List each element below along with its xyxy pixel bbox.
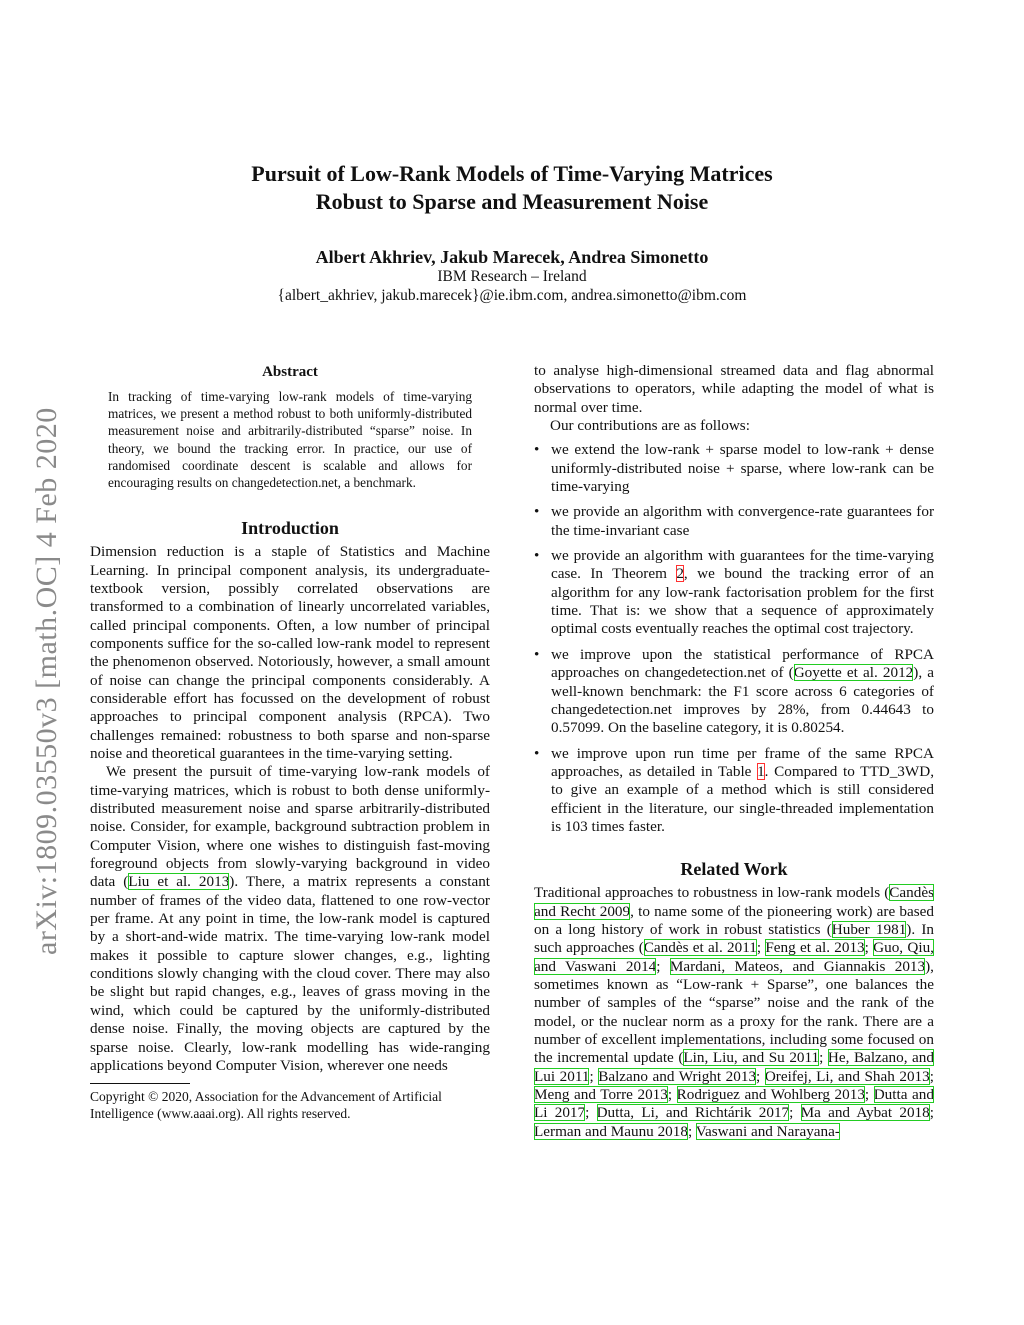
contribution-text-b: , we bound the tracking error of an algorithm for any low-rank factorisation problem for the first time. That is: we show that a sequence of approximately optimal costs eventually reaches the optimal cost trajectory.	[551, 565, 934, 638]
citation-link[interactable]: Balzano and Wright 2013	[598, 1067, 757, 1085]
intro-p2-text-b: ). There, a matrix represents a constant number of frames of the video data, flattened to one row-vector per frame. At any point in time, the low-rank model is captured by a short-and-wide matrix. The time-varying low-rank model makes it possible to capture slower changes, e.g., lighting conditions slowly changing with the cloud cover. There may also be slight but rapid changes, e.g., leaves of grass moving in the wind, which could be captured by the uniformly-distributed dense noise. Finally, the moving objects are captured by the sparse noise. Clearly, low-rank modelling has wide-ranging applications beyond Computer Vision, wherever one needs	[90, 873, 491, 1074]
footnote-divider	[90, 1083, 190, 1084]
contribution-item	[534, 646, 934, 738]
citation-separator: ;	[667, 1086, 677, 1104]
citation-separator: ;	[789, 1104, 801, 1122]
bullet-icon: •	[534, 503, 540, 521]
affiliation: IBM Research – Ireland	[437, 268, 587, 285]
citation-link[interactable]: Lerman and Maunu 2018	[534, 1122, 688, 1140]
citation-link[interactable]: Mardani, Mateos, and Giannakis 2013	[669, 957, 926, 975]
citation-link[interactable]: Dutta and Li 2017	[534, 1086, 934, 1122]
citation-link[interactable]: Rodriguez and Wohlberg 2013	[676, 1086, 865, 1104]
contribution-text-b: ), a well-known benchmark: the F1 score across 6 categories of changedetection.net improves by 28%, from 0.44643 to 0.57099. On the baseline category, it is 0.80254.	[551, 664, 934, 737]
introduction-paragraph-2	[90, 763, 490, 1075]
contribution-text: we provide an algorithm with convergence-rate guarantees for the time-invariant case	[551, 503, 934, 539]
citation-link[interactable]: Candès et al. 2011	[643, 939, 757, 957]
contribution-text-a: we provide an algorithm with guarantees for the time-varying case. In Theorem	[551, 547, 934, 583]
related-text: ). In such approaches (	[534, 920, 934, 957]
bullet-icon: •	[534, 645, 540, 663]
left-column	[90, 362, 490, 1122]
citation-separator: ;	[756, 939, 766, 957]
bullet-icon: •	[534, 547, 540, 565]
citation-link[interactable]: Meng and Torre 2013	[534, 1086, 668, 1104]
contributions-list	[534, 441, 934, 836]
theorem-reference-link[interactable]: 2	[676, 565, 684, 583]
citation-link[interactable]: Dutta, Li, and Richtárik 2017	[596, 1104, 790, 1122]
citation-link[interactable]: Candès and Recht 2009	[534, 884, 934, 920]
right-column	[534, 362, 934, 1141]
citation-link[interactable]: Lin, Liu, and Su 2011	[683, 1049, 820, 1067]
related-work-paragraph	[534, 884, 934, 1141]
citation-separator: ;	[589, 1067, 599, 1085]
author-emails: {albert_akhriev, jakub.marecek}@ie.ibm.com, andrea.simonetto@ibm.com	[277, 287, 747, 304]
copyright-footnote: Copyright © 2020, Association for the Advancement of Artificial Intelligence (www.aaai.org). All rights reserved.	[90, 1089, 442, 1122]
arxiv-identifier-stamp: arXiv:1809.03550v3 [math.OC] 4 Feb 2020	[30, 407, 63, 955]
citation-separator: ;	[864, 939, 874, 957]
citation-link[interactable]: Liu et al. 2013	[128, 873, 230, 891]
related-text: , to name some of the pioneering work) are based on a long history of work in robust statistics (	[534, 902, 934, 938]
citation-separator: ;	[756, 1067, 765, 1085]
citation-link[interactable]: He, Balzano, and Lui 2011	[534, 1049, 934, 1085]
related-text: Traditional approaches to robustness in low-rank models (	[534, 884, 890, 902]
bullet-icon: •	[534, 744, 540, 762]
citation-link[interactable]: Ma and Aybat 2018	[800, 1104, 930, 1122]
citation-separator: ;	[929, 1104, 934, 1122]
citation-separator: ;	[819, 1049, 828, 1067]
table-reference-link[interactable]: 1	[757, 762, 765, 780]
author-list: Albert Akhriev, Jakub Marecek, Andrea Simonetto	[315, 247, 709, 267]
citation-separator: ;	[656, 957, 670, 975]
introduction-paragraph-1: Dimension reduction is a staple of Statistics and Machine Learning. In principal component analysis, its undergraduate-textbook version, possibly correlated observations are transformed to a combination of linearly uncorrelated variables, called principal components. Often, a low number of principal components suffice for the so-called low-rank model to represent the phenomenon observed. Notoriously, however, a small amount of noise can change the principal components considerably. A considerable effort has focussed on the development of robust approaches to principal component analysis (RPCA). Two challenges remained: robustness to both sparse and non-sparse noise and theoretical guarantees in the time-varying setting.	[90, 543, 490, 762]
continued-paragraph: to analyse high-dimensional streamed data and flag abnormal observations to operators, while adapting the model of what is normal over time.	[534, 362, 934, 416]
contributions-intro: Our contributions are as follows:	[550, 417, 750, 435]
contribution-item	[534, 441, 934, 496]
citation-link[interactable]: Vaswani and Narayana-	[695, 1122, 840, 1140]
citation-link[interactable]: Huber 1981	[831, 920, 907, 938]
citation-link[interactable]: Feng et al. 2013	[765, 939, 865, 957]
citation-link[interactable]: Oreifej, Li, and Shah 2013	[764, 1067, 930, 1085]
contribution-text-a: we improve upon run time per frame of the same RPCA approaches, as detailed in Table	[551, 744, 934, 780]
citation-separator: ;	[585, 1104, 597, 1122]
paper-title	[0, 160, 1024, 216]
contribution-text: we extend the low-rank + sparse model to low-rank + dense uniformly-distributed noise + sparse, where low-rank can be time-varying	[551, 441, 934, 496]
related-work-heading: Related Work	[680, 859, 788, 880]
title-line-1: Pursuit of Low-Rank Models of Time-Varying Matrices	[251, 161, 773, 186]
citation-separator: ;	[864, 1086, 874, 1104]
contribution-text-a: we improve upon the statistical performance of RPCA approaches on changedetection.net of (	[551, 645, 934, 682]
abstract-text: In tracking of time-varying low-rank models of time-varying matrices, we present a method robust to both uniformly-distributed measurement noise and arbitrarily-distributed “sparse” noise. In theory, we bound the tracking error. In practice, our use of randomised coordinate descent is scalable and allows for encouraging results on changedetection.net, a benchmark.	[108, 389, 472, 491]
citation-link[interactable]: Goyette et al. 2012	[793, 664, 914, 682]
bullet-icon: •	[534, 441, 540, 459]
citation-link[interactable]: Guo, Qiu, and Vaswani 2014	[534, 939, 934, 975]
citation-separator: ;	[687, 1122, 696, 1140]
contribution-text-b: . Compared to TTD_3WD, to give an example of a method which is still considered efficient in the literature, our single-threaded implementation is 103 times faster.	[551, 762, 934, 835]
contribution-item	[534, 503, 934, 540]
title-line-2: Robust to Sparse and Measurement Noise	[315, 189, 709, 214]
intro-p2-text-a: We present the pursuit of time-varying low-rank models of time-varying matrices, which is robust to both dense uniformly-distributed measurement noise and sparse arbitrarily-distributed noise. Consider, for example, background subtraction problem in Computer Vision, where one wishes to distinguish fast-moving foreground objects from slowly-varying background in video data (	[90, 763, 490, 891]
related-text: ), sometimes known as “Low-rank + Sparse”, one balances the number of samples of the “sparse” noise and the rank of the model, or the nuclear norm as a proxy for the rank. There are a number of excellent implementations, including some focused on the incremental update (	[534, 957, 934, 1067]
contribution-item	[534, 745, 934, 837]
introduction-heading: Introduction	[241, 518, 339, 539]
contribution-item	[534, 547, 934, 639]
citation-separator: ;	[929, 1067, 934, 1085]
abstract-heading: Abstract	[262, 364, 318, 380]
